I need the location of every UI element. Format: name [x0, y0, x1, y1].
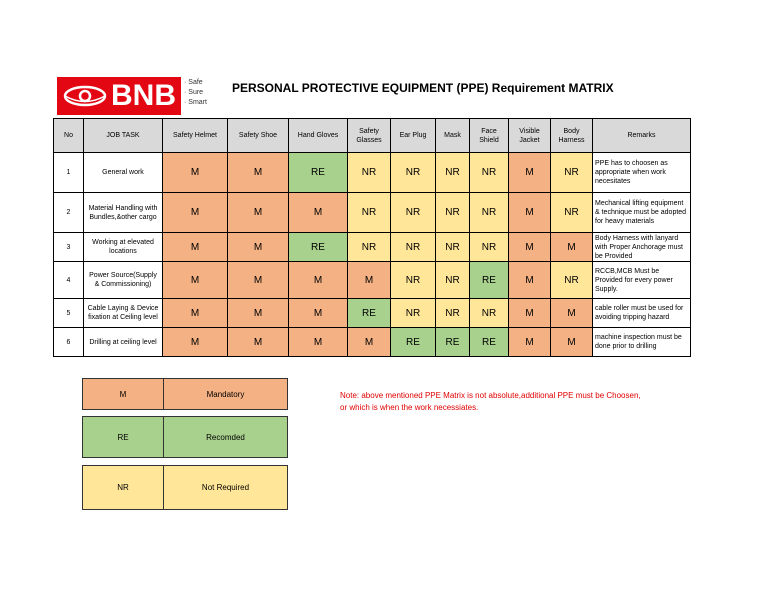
brand-tagline [184, 78, 207, 108]
column-header: Ear Plug [391, 119, 436, 153]
ppe-matrix-table [53, 118, 691, 357]
note-line: Note: above mentioned PPE Matrix is not absolute,additional PPE must be Choosen, [340, 391, 641, 400]
legend-desc: Mandatory [164, 379, 287, 409]
table-row [54, 328, 691, 357]
legend-code: RE [83, 417, 164, 457]
row-number-cell: 1 [54, 153, 84, 193]
ppe-code-cell: RE [470, 328, 509, 357]
logo-box [57, 77, 181, 115]
table-row [54, 153, 691, 193]
legend-code: M [83, 379, 164, 409]
table-row [54, 233, 691, 262]
column-header: Face Shield [470, 119, 509, 153]
ppe-code-cell: M [509, 299, 551, 328]
remarks-cell: machine inspection must be done prior to drilling [593, 328, 691, 357]
ppe-code-cell: M [163, 193, 228, 233]
legend-code: NR [83, 466, 164, 509]
ppe-code-cell: NR [391, 193, 436, 233]
job-task-cell: Material Handling with Bundles,&other cargo [84, 193, 163, 233]
column-header: Hand Gloves [289, 119, 348, 153]
job-task-cell: Power Source(Supply & Commissioning) [84, 262, 163, 299]
ppe-code-cell: NR [470, 233, 509, 262]
legend-item-nr [82, 465, 288, 510]
note-text [340, 390, 641, 414]
column-header: Body Harness [551, 119, 593, 153]
column-header: Remarks [593, 119, 691, 153]
ppe-code-cell: M [348, 328, 391, 357]
column-header: Safety Glasses [348, 119, 391, 153]
ppe-code-cell: NR [470, 153, 509, 193]
ppe-code-cell: M [163, 153, 228, 193]
ppe-code-cell: NR [551, 153, 593, 193]
ppe-code-cell: M [289, 299, 348, 328]
ppe-code-cell: M [551, 299, 593, 328]
ppe-code-cell: NR [436, 153, 470, 193]
ppe-code-cell: M [348, 262, 391, 299]
table-row [54, 299, 691, 328]
legend-desc: Recomded [164, 417, 287, 457]
ppe-code-cell: M [228, 233, 289, 262]
row-number-cell: 3 [54, 233, 84, 262]
ppe-code-cell: RE [436, 328, 470, 357]
legend-item-m [82, 378, 288, 410]
remarks-cell: Mechanical lifting equipment & technique must be adopted for heavy materials [593, 193, 691, 233]
ppe-code-cell: NR [470, 193, 509, 233]
column-header: Visible Jacket [509, 119, 551, 153]
tagline-line: · Safe [184, 79, 203, 86]
column-header: No [54, 119, 84, 153]
ppe-code-cell: NR [436, 262, 470, 299]
legend-item-re [82, 416, 288, 458]
ppe-code-cell: RE [289, 153, 348, 193]
ppe-code-cell: RE [348, 299, 391, 328]
row-number-cell: 2 [54, 193, 84, 233]
ppe-code-cell: M [509, 233, 551, 262]
table-row [54, 193, 691, 233]
ppe-code-cell: M [228, 153, 289, 193]
ppe-code-cell: M [289, 193, 348, 233]
row-number-cell: 4 [54, 262, 84, 299]
remarks-cell: Body Harness with lanyard with Proper Anchorage must be Provided [593, 233, 691, 262]
ppe-code-cell: RE [391, 328, 436, 357]
ppe-code-cell: NR [391, 299, 436, 328]
page-title: PERSONAL PROTECTIVE EQUIPMENT (PPE) Requirement MATRIX [232, 81, 614, 95]
row-number-cell: 5 [54, 299, 84, 328]
ppe-code-cell: M [509, 193, 551, 233]
ppe-code-cell: NR [348, 153, 391, 193]
eye-icon [61, 83, 109, 109]
ppe-code-cell: NR [391, 233, 436, 262]
job-task-cell: General work [84, 153, 163, 193]
ppe-code-cell: NR [348, 193, 391, 233]
column-header: Mask [436, 119, 470, 153]
column-header: Safety Shoe [228, 119, 289, 153]
ppe-code-cell: M [163, 262, 228, 299]
brand-logo [57, 77, 207, 115]
remarks-cell: cable roller must be used for avoiding tripping hazard [593, 299, 691, 328]
ppe-code-cell: M [228, 299, 289, 328]
ppe-code-cell: RE [289, 233, 348, 262]
ppe-code-cell: NR [348, 233, 391, 262]
ppe-code-cell: M [163, 233, 228, 262]
ppe-code-cell: NR [391, 262, 436, 299]
table-row [54, 262, 691, 299]
ppe-code-cell: NR [391, 153, 436, 193]
job-task-cell: Drilling at ceiling level [84, 328, 163, 357]
remarks-cell: RCCB,MCB Must be Provided for every power Supply. [593, 262, 691, 299]
ppe-code-cell: M [551, 328, 593, 357]
ppe-code-cell: NR [436, 233, 470, 262]
column-header: Safety Helmet [163, 119, 228, 153]
ppe-code-cell: M [509, 328, 551, 357]
ppe-code-cell: M [228, 262, 289, 299]
ppe-code-cell: M [551, 233, 593, 262]
job-task-cell: Working at elevated locations [84, 233, 163, 262]
tagline-line: · Sure [184, 89, 204, 96]
note-line: or which is when the work necessiates. [340, 403, 479, 412]
ppe-code-cell: RE [470, 262, 509, 299]
row-number-cell: 6 [54, 328, 84, 357]
ppe-code-cell: M [289, 328, 348, 357]
ppe-code-cell: NR [470, 299, 509, 328]
remarks-cell: PPE has to choosen as appropriate when work necesitates [593, 153, 691, 193]
ppe-code-cell: M [163, 328, 228, 357]
ppe-code-cell: NR [551, 193, 593, 233]
table-body [54, 153, 691, 357]
ppe-code-cell: M [289, 262, 348, 299]
brand-name: BNB [111, 79, 176, 112]
ppe-code-cell: M [163, 299, 228, 328]
ppe-code-cell: NR [551, 262, 593, 299]
ppe-code-cell: M [509, 153, 551, 193]
ppe-code-cell: M [509, 262, 551, 299]
tagline-line: · Smart [184, 99, 207, 106]
ppe-code-cell: M [228, 193, 289, 233]
legend-desc: Not Required [164, 466, 287, 509]
job-task-cell: Cable Laying & Device fixation at Ceiling level [84, 299, 163, 328]
table-header-row [54, 119, 691, 153]
ppe-code-cell: NR [436, 299, 470, 328]
column-header: JOB TASK [84, 119, 163, 153]
ppe-code-cell: M [228, 328, 289, 357]
ppe-code-cell: NR [436, 193, 470, 233]
